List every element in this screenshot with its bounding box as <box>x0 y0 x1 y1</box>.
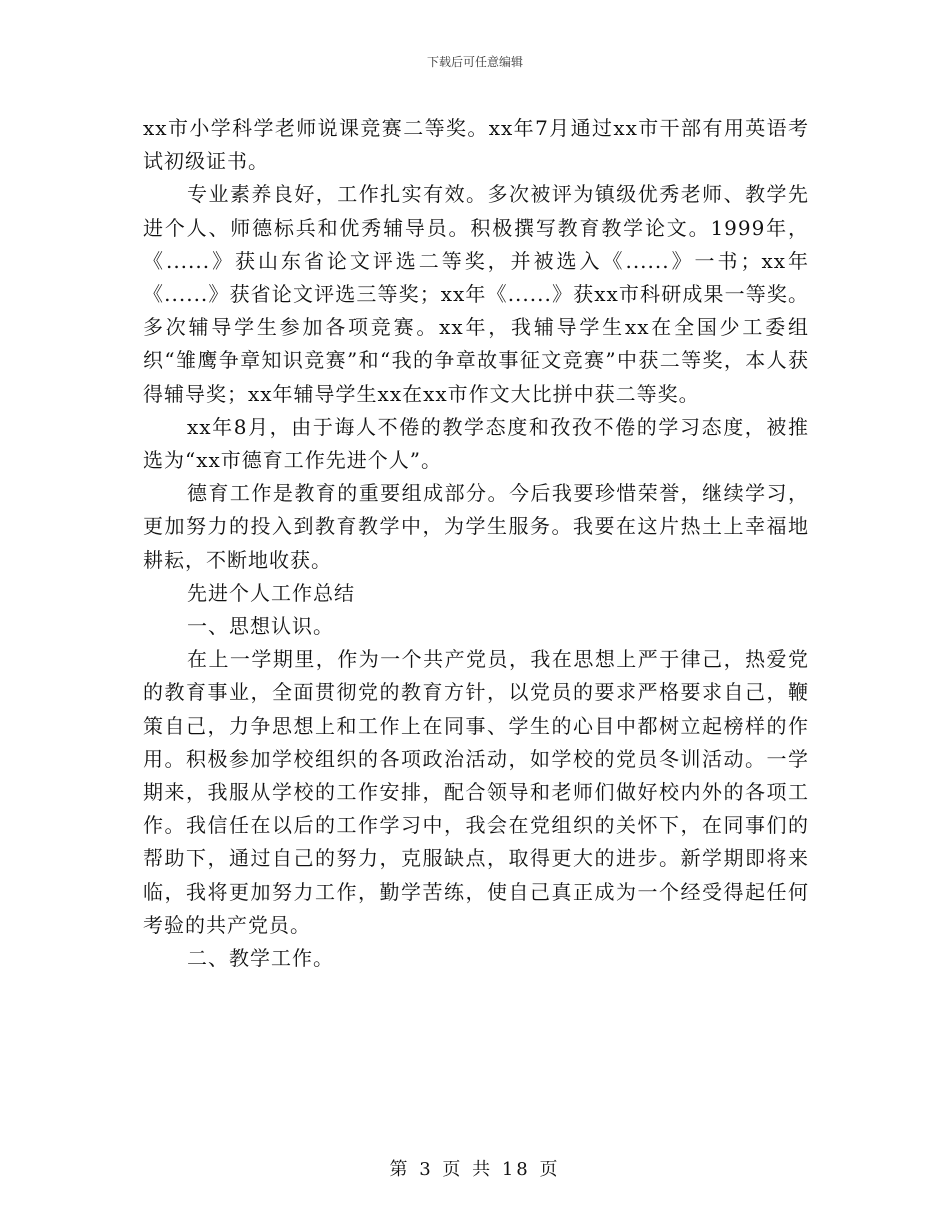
heading-ideology: 一、思想认识。 <box>187 614 334 639</box>
paragraph-ideology: 在上一学期里，作为一个共产党员，我在思想上严于律己，热爱党的教育事业，全面贯彻党的教育方针，以党员的要求严格要求自己，鞭策自己，力争思想上和工作上在同事、学生的心目中都树立起榜样的作用。积极参加学校组织的各项政治活动，如学校的党员冬训活动。一学期来，我服从学校的工作安排，配合领导和老师们做好校内外的各项工作。我信任在以后的工作学习中，我会在党组织的关怀下，在同事们的帮助下，通过自己的努力，克服缺点，取得更大的进步。新学期即将来临，我将更加努力工作，勤学苦练，使自己真正成为一个经受得起任何考验的共产党员。 <box>143 647 809 937</box>
page-number: 第 3 页 共 18 页 <box>389 1159 561 1180</box>
page-header: 下载后可任意编辑 <box>426 55 523 69</box>
paragraph-award-continued: xx市小学科学老师说课竞赛二等奖。xx年7月通过xx市干部有用英语考试初级证书。 <box>143 116 809 174</box>
paragraph-moral-education-award: xx年8月，由于诲人不倦的教学态度和孜孜不倦的学习态度，被推选为“xx市德育工作先进个人”。 <box>143 414 809 473</box>
heading-teaching: 二、教学工作。 <box>187 946 334 971</box>
paragraph-professional-quality: 专业素养良好，工作扎实有效。多次被评为镇级优秀老师、教学先进个人、师德标兵和优秀辅导员。积极撰写教育教学论文。1999年，《......》获山东省论文评选二等奖，并被选入《......》一书；xx年《......》获省论文评选三等奖；xx年《......》获xx市科研成果一等奖。多次辅导学生参加各项竞赛。xx年，我辅导学生xx在全国少工委组织“雏鹰争章知识竞赛”和“我的争章故事征文竞赛”中获二等奖，本人获得辅导奖；xx年辅导学生xx在xx市作文大比拼中获二等奖。 <box>143 182 809 406</box>
paragraph-future-commitment: 德育工作是教育的重要组成部分。今后我要珍惜荣誉，继续学习，更加努力的投入到教育教学中，为学生服务。我要在这片热土上幸福地耕耘，不断地收获。 <box>143 481 809 572</box>
section-title: 先进个人工作总结 <box>187 580 355 605</box>
document-body <box>143 112 809 975</box>
